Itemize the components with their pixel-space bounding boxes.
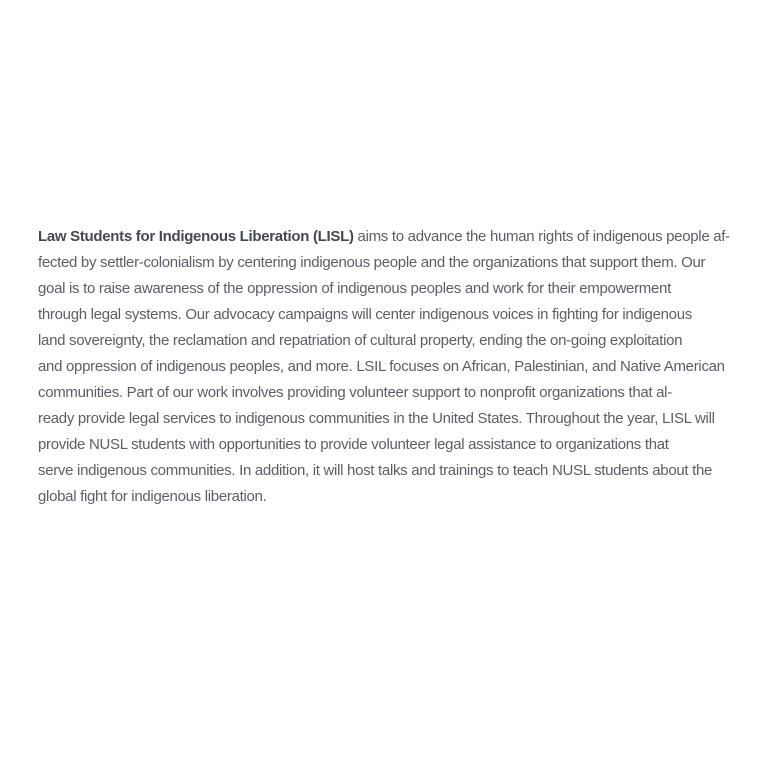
paragraph-line [38, 432, 738, 458]
paragraph-line [38, 406, 738, 432]
paragraph-line-text: serve indigenous communities. In addition, it will host talks and trainings to teach NUSL students about the [38, 462, 713, 479]
paragraph-line [38, 484, 738, 510]
paragraph-line [38, 354, 738, 380]
paragraph-line [38, 250, 738, 276]
paragraph-line-text: fected by settler-colonialism by centering indigenous people and the organizations that support them. Our [38, 254, 706, 271]
paragraph-line-text: communities. Part of our work involves providing volunteer support to nonprofit organizations that al- [38, 384, 672, 401]
paragraph-line-text: goal is to raise awareness of the oppression of indigenous peoples and work for their empowerment [38, 280, 671, 297]
paragraph-line-text: through legal systems. Our advocacy campaigns will center indigenous voices in fighting for indigenous [38, 306, 692, 323]
paragraph-line-text: land sovereignty, the reclamation and repatriation of cultural property, ending the on-going exploitation [38, 332, 683, 349]
paragraph-line [38, 328, 738, 354]
paragraph-line-text: global fight for indigenous liberation. [38, 488, 267, 505]
org-name-bold-text: Law Students for Indigenous Liberation (LISL) [38, 228, 354, 245]
paragraph-line-text: ready provide legal services to indigenous communities in the United States. Throughout the year, LISL will [38, 410, 715, 427]
paragraph-line [38, 458, 738, 484]
paragraph-line [38, 276, 738, 302]
paragraph-line-text: provide NUSL students with opportunities to provide volunteer legal assistance to organizations that [38, 436, 669, 453]
paragraph-line [38, 224, 738, 250]
paragraph-line [38, 302, 738, 328]
paragraph-line-text: aims to advance the human rights of indigenous people af- [353, 228, 730, 245]
paragraph-line [38, 380, 738, 406]
paragraph-line-text: and oppression of indigenous peoples, and more. LSIL focuses on African, Palestinian, and Native American [38, 358, 725, 375]
org-description-paragraph [38, 224, 738, 510]
